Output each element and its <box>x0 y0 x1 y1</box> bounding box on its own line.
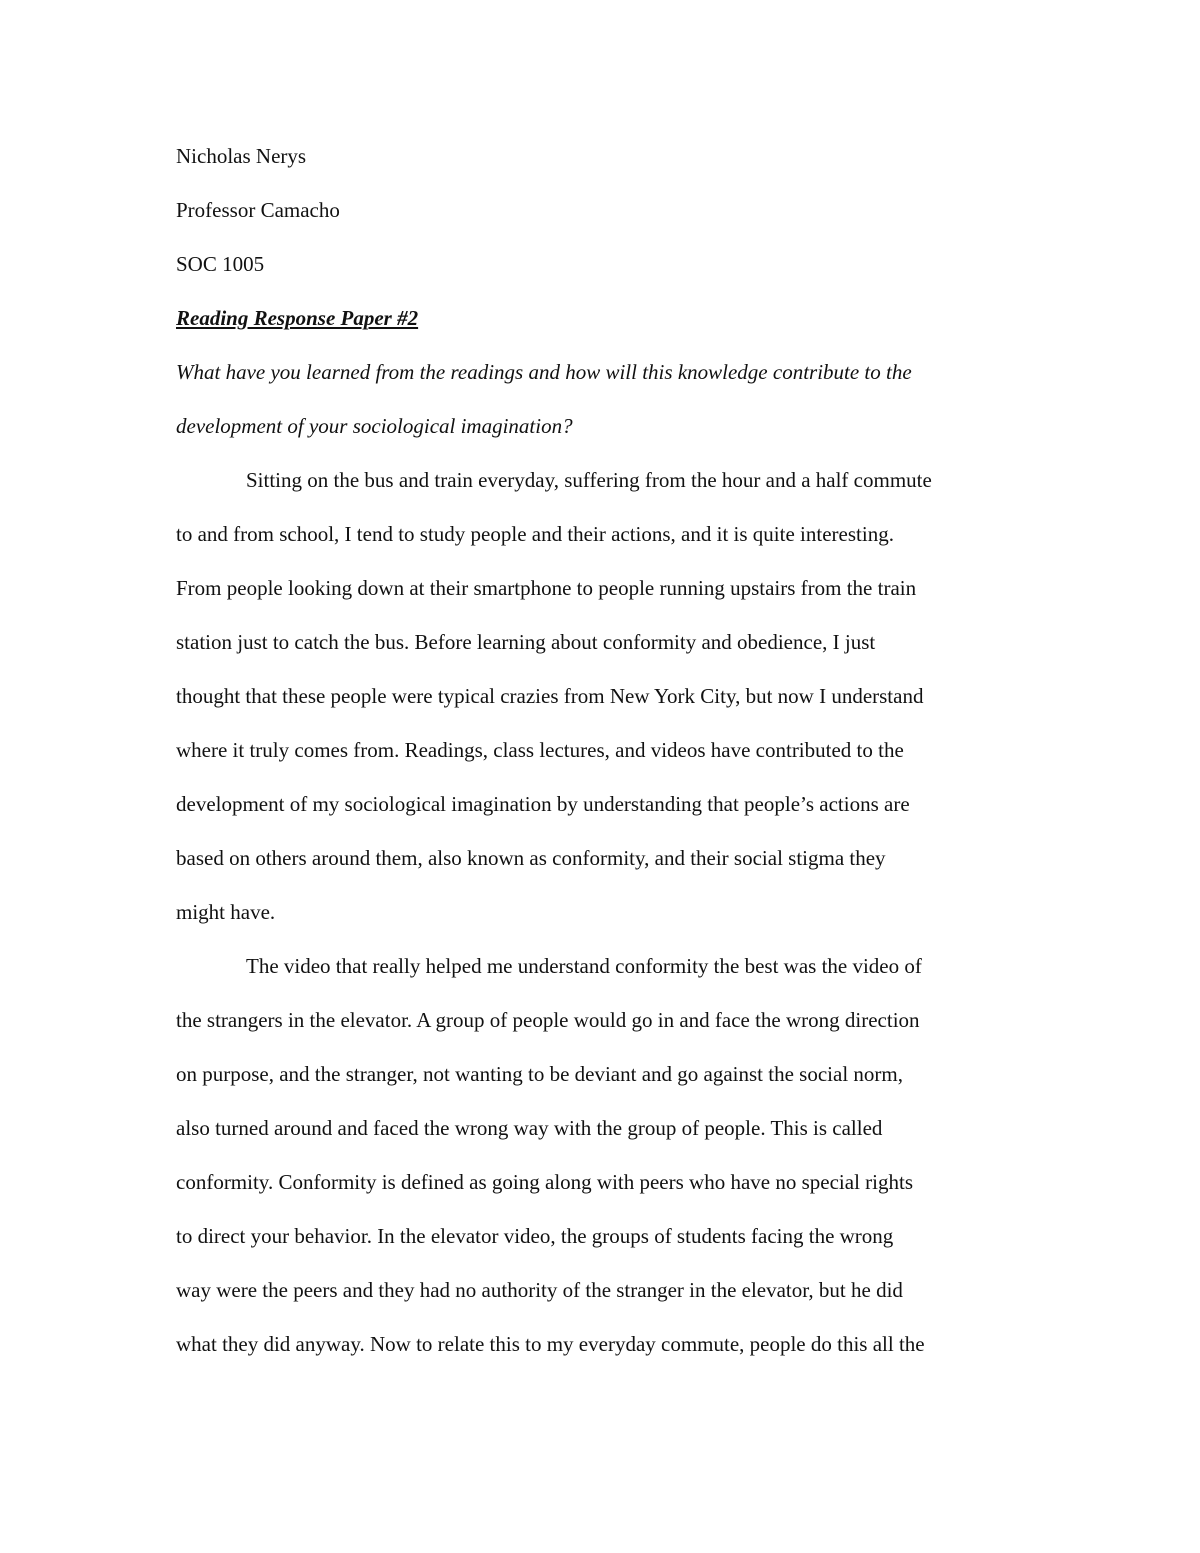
paragraph-line: The video that really helped me understand conformity the best was the video of <box>246 954 922 978</box>
paragraph-line: on purpose, and the stranger, not wanting to be deviant and go against the social norm, <box>176 1062 903 1086</box>
paragraph-line: what they did anyway. Now to relate this to my everyday commute, people do this all the <box>176 1332 925 1356</box>
paragraph-line: where it truly comes from. Readings, class lectures, and videos have contributed to the <box>176 738 904 762</box>
course-code: SOC 1005 <box>176 252 265 276</box>
paragraph-line: might have. <box>176 900 276 924</box>
paragraph-line: based on others around them, also known as conformity, and their social stigma they <box>176 846 886 870</box>
prompt-line: development of your sociological imagination? <box>176 414 573 438</box>
author-name: Nicholas Nerys <box>176 144 307 168</box>
document-body <box>176 129 1028 1371</box>
paragraph-line: way were the peers and they had no authority of the stranger in the elevator, but he did <box>176 1278 903 1302</box>
paragraph-line: the strangers in the elevator. A group of people would go in and face the wrong direction <box>176 1008 920 1032</box>
paper-title: Reading Response Paper #2 <box>176 306 419 330</box>
professor-name: Professor Camacho <box>176 198 340 222</box>
paragraph-line: to direct your behavior. In the elevator video, the groups of students facing the wrong <box>176 1224 894 1248</box>
paragraph-line: From people looking down at their smartphone to people running upstairs from the train <box>176 576 917 600</box>
paragraph-line: thought that these people were typical crazies from New York City, but now I understand <box>176 684 924 708</box>
paragraph-line: conformity. Conformity is defined as going along with peers who have no special rights <box>176 1170 913 1194</box>
paragraph-line: also turned around and faced the wrong way with the group of people. This is called <box>176 1116 883 1140</box>
prompt-line: What have you learned from the readings and how will this knowledge contribute to the <box>176 360 912 384</box>
paragraph-line: to and from school, I tend to study people and their actions, and it is quite interesting. <box>176 522 894 546</box>
paragraph-line: station just to catch the bus. Before learning about conformity and obedience, I just <box>176 630 876 654</box>
paragraph-line: Sitting on the bus and train everyday, suffering from the hour and a half commute <box>246 468 932 492</box>
paragraph-line: development of my sociological imagination by understanding that people’s actions are <box>176 792 910 816</box>
